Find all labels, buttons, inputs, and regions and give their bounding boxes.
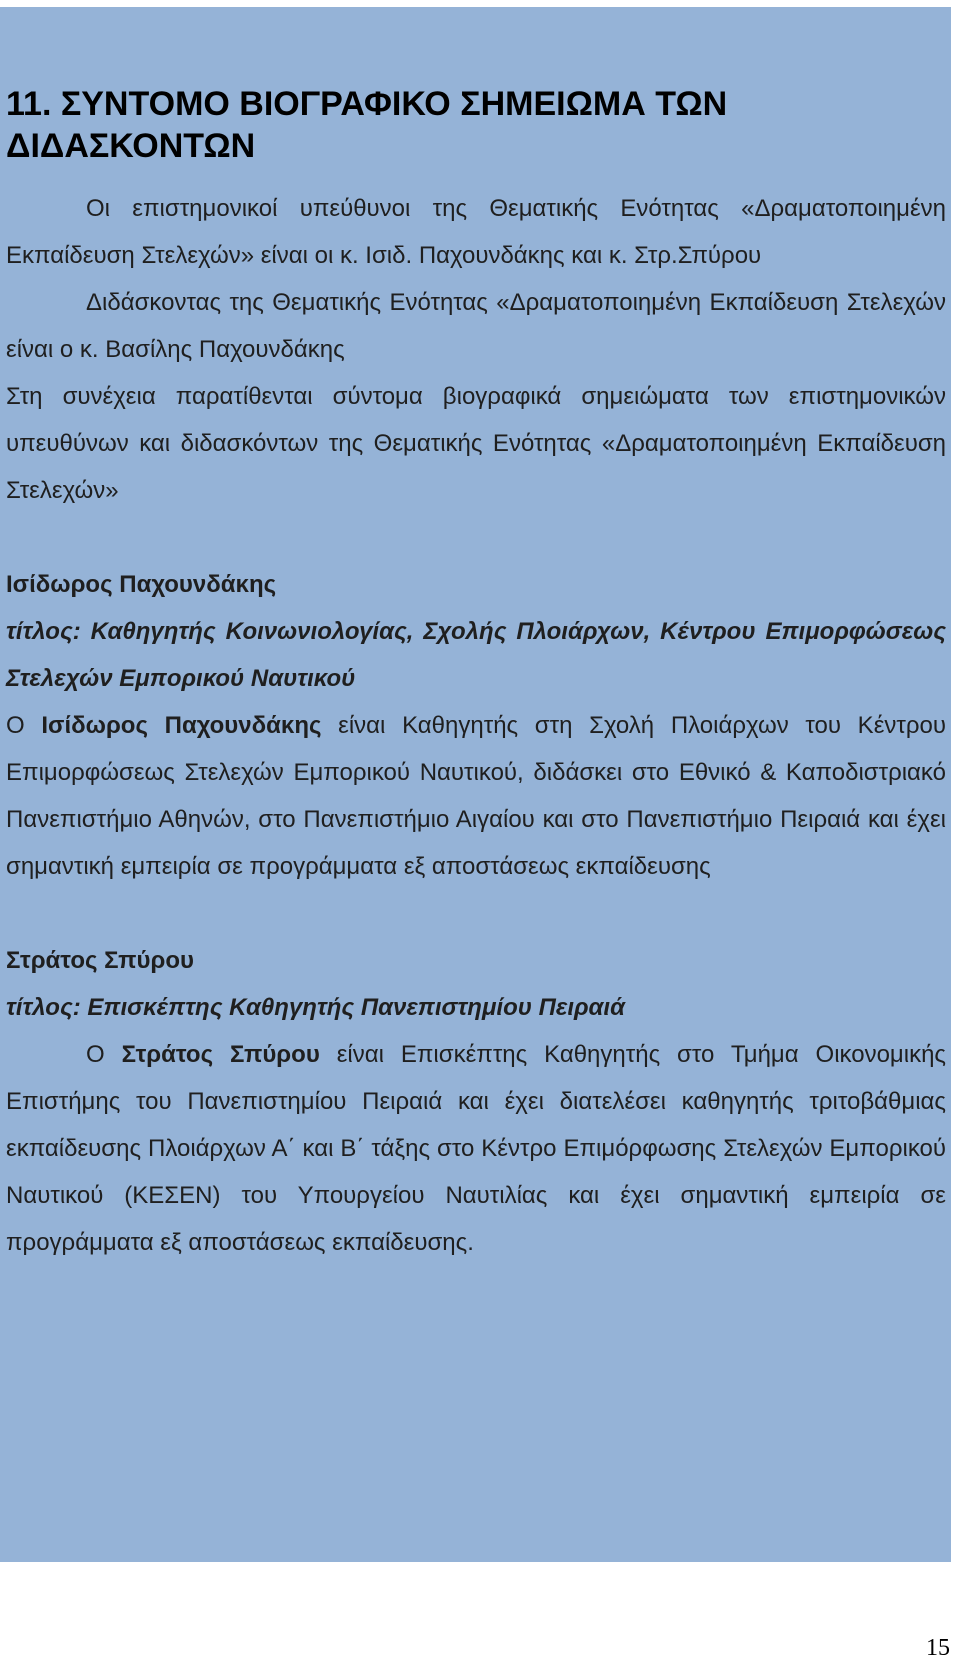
person-2-bio-text: είναι Επισκέπτης Καθηγητής στο Τμήμα Οικονομικής Επιστήμης του Πανεπιστημίου Πειραιά και έχει διατελέσει καθηγητής τριτοβάθμιας εκπαίδευσης Πλοιάρχων Α΄ και Β΄ τάξης στο Κέντρο Επιμόρφωσης Στελεχών Εμπορικού Ναυτικού (ΚΕΣΕΝ) του Υπουργείου Ναυτιλίας και έχει σημαντική εμπειρία σε προγράμματα εξ αποστάσεως εκπαίδευσης.: [6, 1041, 946, 1256]
page-number: 15: [926, 1635, 950, 1661]
intro-paragraph-3: Στη συνέχεια παρατίθενται σύντομα βιογραφικά σημειώματα των επιστημονικών υπευθύνων και διδασκόντων της Θεματικής Ενότητας «Δραματοποιημένη Εκπαίδευση Στελεχών»: [6, 383, 946, 504]
spacer: [6, 514, 946, 561]
person-1-bio: [6, 702, 946, 890]
section-heading: 11. ΣΥΝΤΟΜΟ ΒΙΟΓΡΑΦΙΚΟ ΣΗΜΕΙΩΜΑ ΤΩΝ ΔΙΔΑΣΚΟΝΤΩΝ: [6, 85, 728, 165]
person-1-title: τίτλος: Καθηγητής Κοινωνιολογίας, Σχολής Πλοιάρχων, Κέντρου Επιμορφώσεως Στελεχών Εμπορικού Ναυτικού: [6, 618, 946, 692]
intro-paragraph-1: Οι επιστημονικοί υπεύθυνοι της Θεματικής Ενότητας «Δραματοποιημένη Εκπαίδευση Στελεχών» είναι οι κ. Ισιδ. Παχουνδάκης και κ. Στρ.Σπύρου: [6, 195, 946, 269]
person-2-title: τίτλος: Επισκέπτης Καθηγητής Πανεπιστημίου Πειραιά: [6, 994, 625, 1021]
person-1-name: Ισίδωρος Παχουνδάκης: [6, 571, 277, 598]
person-2-bio: [6, 1031, 946, 1266]
spacer: [6, 890, 946, 937]
person-1-bio-prefix: Ο: [6, 712, 42, 739]
person-1-bio-name: Ισίδωρος Παχουνδάκης: [41, 712, 322, 739]
person-2-bio-name: Στράτος Σπύρου: [121, 1041, 320, 1068]
person-2-name: Στράτος Σπύρου: [6, 947, 194, 974]
document-content: [6, 83, 946, 1266]
person-1-bio-text: είναι Καθηγητής στη Σχολή Πλοιάρχων του Κέντρου Επιμορφώσεως Στελεχών Εμπορικού Ναυτικού, διδάσκει στο Εθνικό & Καποδιστριακό Πανεπιστήμιο Αθηνών, στο Πανεπιστήμιο Αιγαίου και στο Πανεπιστήμιο Πειραιά και έχει σημαντική εμπειρία σε προγράμματα εξ αποστάσεως εκπαίδευσης: [6, 712, 946, 880]
content-panel: [0, 7, 951, 1562]
person-2-bio-prefix: Ο: [86, 1041, 122, 1068]
intro-paragraph-2: Διδάσκοντας της Θεματικής Ενότητας «Δραματοποιημένη Εκπαίδευση Στελεχών είναι ο κ. Βασίλης Παχουνδάκης: [6, 289, 946, 363]
